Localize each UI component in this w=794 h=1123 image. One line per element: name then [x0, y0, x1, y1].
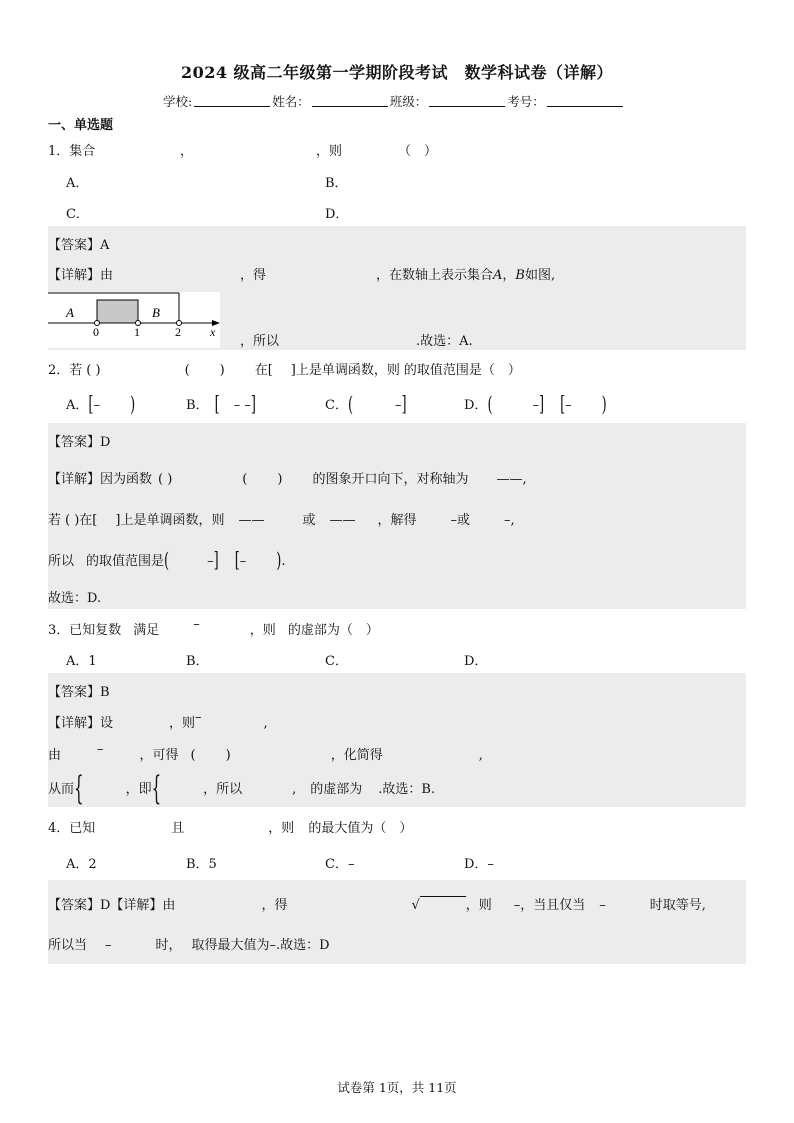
q2-option-b: B． [ – –] [186, 393, 256, 418]
section-heading: 一、单选题 [48, 118, 114, 133]
axis-x-label: x [210, 325, 216, 339]
q3-option-c: C． [325, 654, 348, 669]
q4-option-d: D．– [464, 857, 494, 872]
q3-option-a: A．1 [66, 654, 97, 669]
name-blank [312, 94, 388, 107]
q2-option-a: A．[– ) [66, 393, 136, 418]
q3-option-d: D． [464, 654, 488, 669]
q2-option-c: C．( –] [325, 393, 407, 418]
q1-answer: 【答案】A [48, 238, 110, 253]
q2-stem: 2．若 ( ) ( ) 在[ ]上是单调函数，则 的取值范围是（ ） [48, 363, 521, 378]
q3-option-b: B． [186, 654, 209, 669]
tick-0-label: 0 [93, 325, 99, 339]
q3-explanation-line3: 从而{ ，即{ ，所以 , 的虚部为 .故选：B. [48, 768, 436, 808]
q4-option-b: B．5 [186, 857, 217, 872]
q1-explanation-get: ，得 [240, 268, 267, 283]
q1-option-d: D． [325, 207, 349, 222]
q2-explanation-line2: 若 ( )在[ ]上是单调函数，则 —— 或 —— ，解得 –或 –, [48, 513, 515, 528]
q1-explanation-so: ，所以 [240, 334, 280, 349]
exam-no-blank [547, 94, 623, 107]
q1-stem-comma: ， [180, 144, 194, 159]
q1-stem-prefix: 1．集合 [48, 144, 96, 159]
q1-explanation-numberline: ，在数轴上表示集合A，B如图, [376, 268, 556, 283]
q4-explanation-line2: 所以当 – 时， 取得最大值为–.故选：D [48, 938, 330, 953]
q1-option-a: A． [66, 176, 89, 191]
school-blank [194, 94, 270, 107]
q1-explanation-choose: .故选：A. [416, 334, 473, 349]
name-label: 姓名： [272, 94, 310, 109]
q1-option-c: C． [66, 207, 89, 222]
q3-explanation-line1: 【详解】设 ，则– , [48, 710, 268, 731]
page-footer: 试卷第 1页，共 11页 [337, 1080, 457, 1095]
q2-option-d: D．( –] [– ) [464, 393, 607, 418]
set-b-label: B [152, 305, 160, 320]
page-title: 2024 级高二年级第一学期阶段考试 数学科试卷（详解） [180, 63, 614, 82]
q2-answer: 【答案】D [48, 435, 111, 450]
q3-explanation-line2: 由 – ，可得 ( ) ，化简得 , [48, 742, 483, 763]
q1-stem-then: ，则 [316, 144, 343, 159]
q2-explanation-line3: 所以 的取值范围是( –] [– ). [48, 549, 286, 574]
q4-option-c: C．– [325, 857, 355, 872]
q4-option-a: A．2 [66, 857, 97, 872]
q1-option-b: B． [325, 176, 348, 191]
tick-2-label: 2 [175, 325, 181, 339]
q2-explanation-choose: 故选：D. [48, 591, 102, 606]
q1-stem-paren: （ ） [398, 144, 438, 159]
exam-no-label: 考号： [507, 94, 545, 109]
student-info-line [163, 92, 625, 110]
number-line-svg [48, 292, 220, 340]
q3-stem: 3．已知复数 满足 – ，则 的虚部为（ ） [48, 617, 379, 638]
school-label: 学校: [163, 94, 193, 109]
class-blank [429, 94, 505, 107]
class-label: 班级： [389, 94, 428, 109]
q1-number-line-figure [48, 292, 220, 348]
sqrt-bar [420, 896, 466, 907]
q4-stem: 4．已知 且 ，则 的最大值为（ ） [48, 821, 413, 836]
q4-explanation-line1: 【答案】D【详解】由 ，得 √ ，则 –，当且仅当 – 时取等号, [48, 898, 706, 913]
q3-answer: 【答案】B [48, 685, 110, 700]
tick-1-label: 1 [134, 325, 140, 339]
q2-explanation-line1: 【详解】因为函数 ( ) ( ) 的图象开口向下，对称轴为 ——, [48, 472, 527, 487]
q1-explanation-start: 【详解】由 [48, 268, 114, 283]
set-a-label: A [66, 305, 74, 320]
